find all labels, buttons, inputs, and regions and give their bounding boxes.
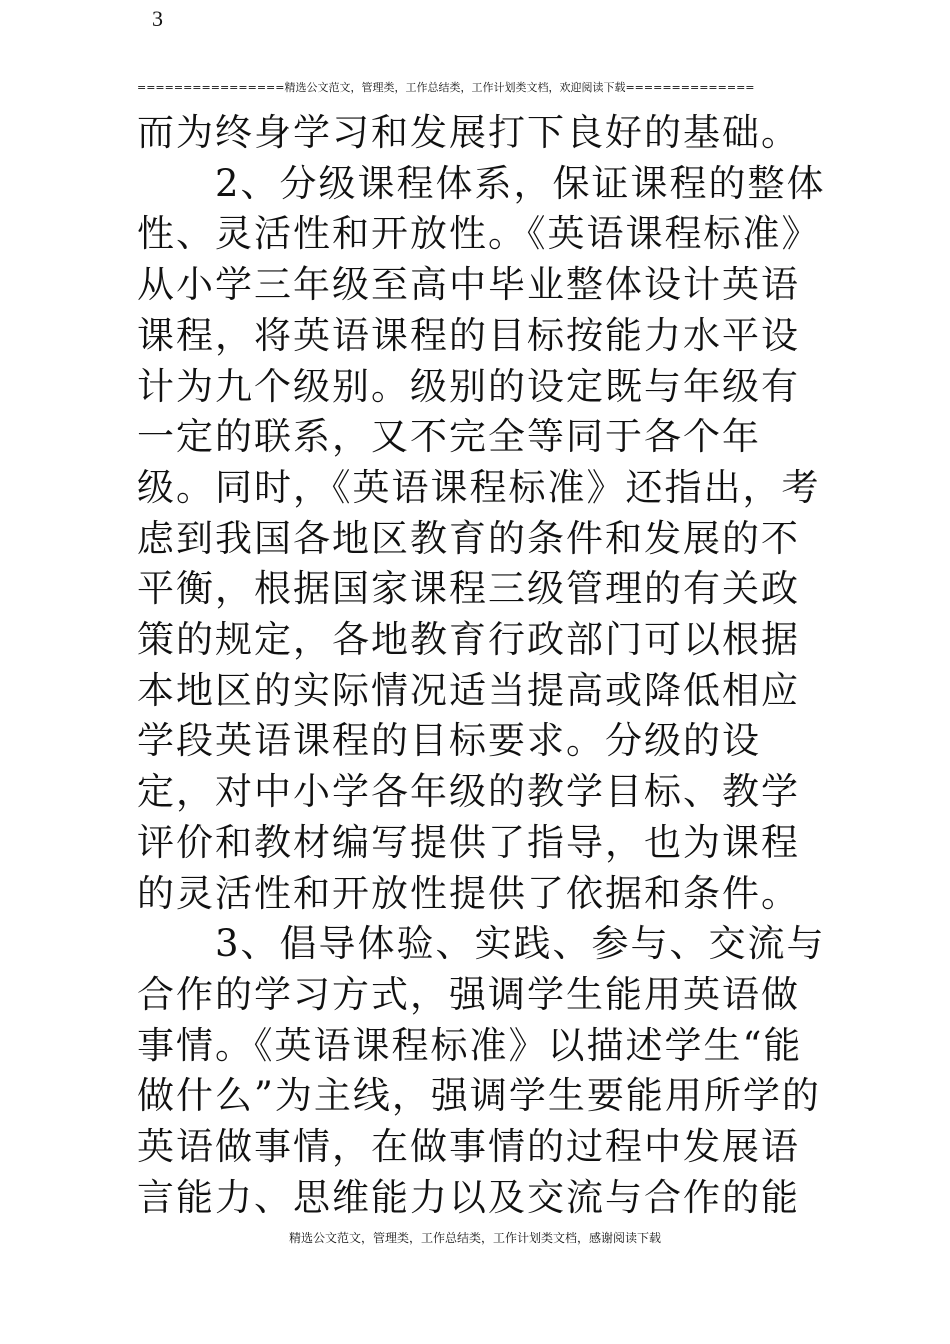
paragraph: 2、分级课程体系，保证课程的整体性、灵活性和开放性。《英语课程标准》从小学三年级至高中毕业整体设计英语课程，将英语课程的目标按能力水平设计为九个级别。级别的设定既与年级有一定的联系，又不完全等同于各个年级。同时，《英语课程标准》还指出，考虑到我国各地区教育的条件和发展的不平衡，根据国家课程三级管理的有关政策的规定，各地教育行政部门可以根据本地区的实际情况适当提高或降低相应学段英语课程的目标要求。分级的设定，对中小学各年级的教学目标、教学评价和教材编写提供了指导，也为课程的灵活性和开放性提供了依据和条件。 xyxy=(137,161,826,915)
footer-text: 精选公文范文，管理类，工作总结类，工作计划类文档，感谢阅读下载 xyxy=(288,1231,661,1245)
page-number: 3 xyxy=(152,6,163,31)
paragraph: 3、倡导体验、实践、参与、交流与合作的学习方式，强调学生能用英语做事情。《英语课程标准》以描述学生“能做什么”为主线，强调学生要能用所学的英语做事情，在做事情的过程中发展语言能力、思维能力以及交流与合作的能 xyxy=(137,922,826,1219)
header-banner: ================精选公文范文，管理类，工作总结类，工作计划类文档，欢迎阅读下载============== xyxy=(137,81,755,94)
document-body xyxy=(137,108,837,1223)
paragraph: 而为终身学习和发展打下良好的基础。 xyxy=(137,111,800,154)
